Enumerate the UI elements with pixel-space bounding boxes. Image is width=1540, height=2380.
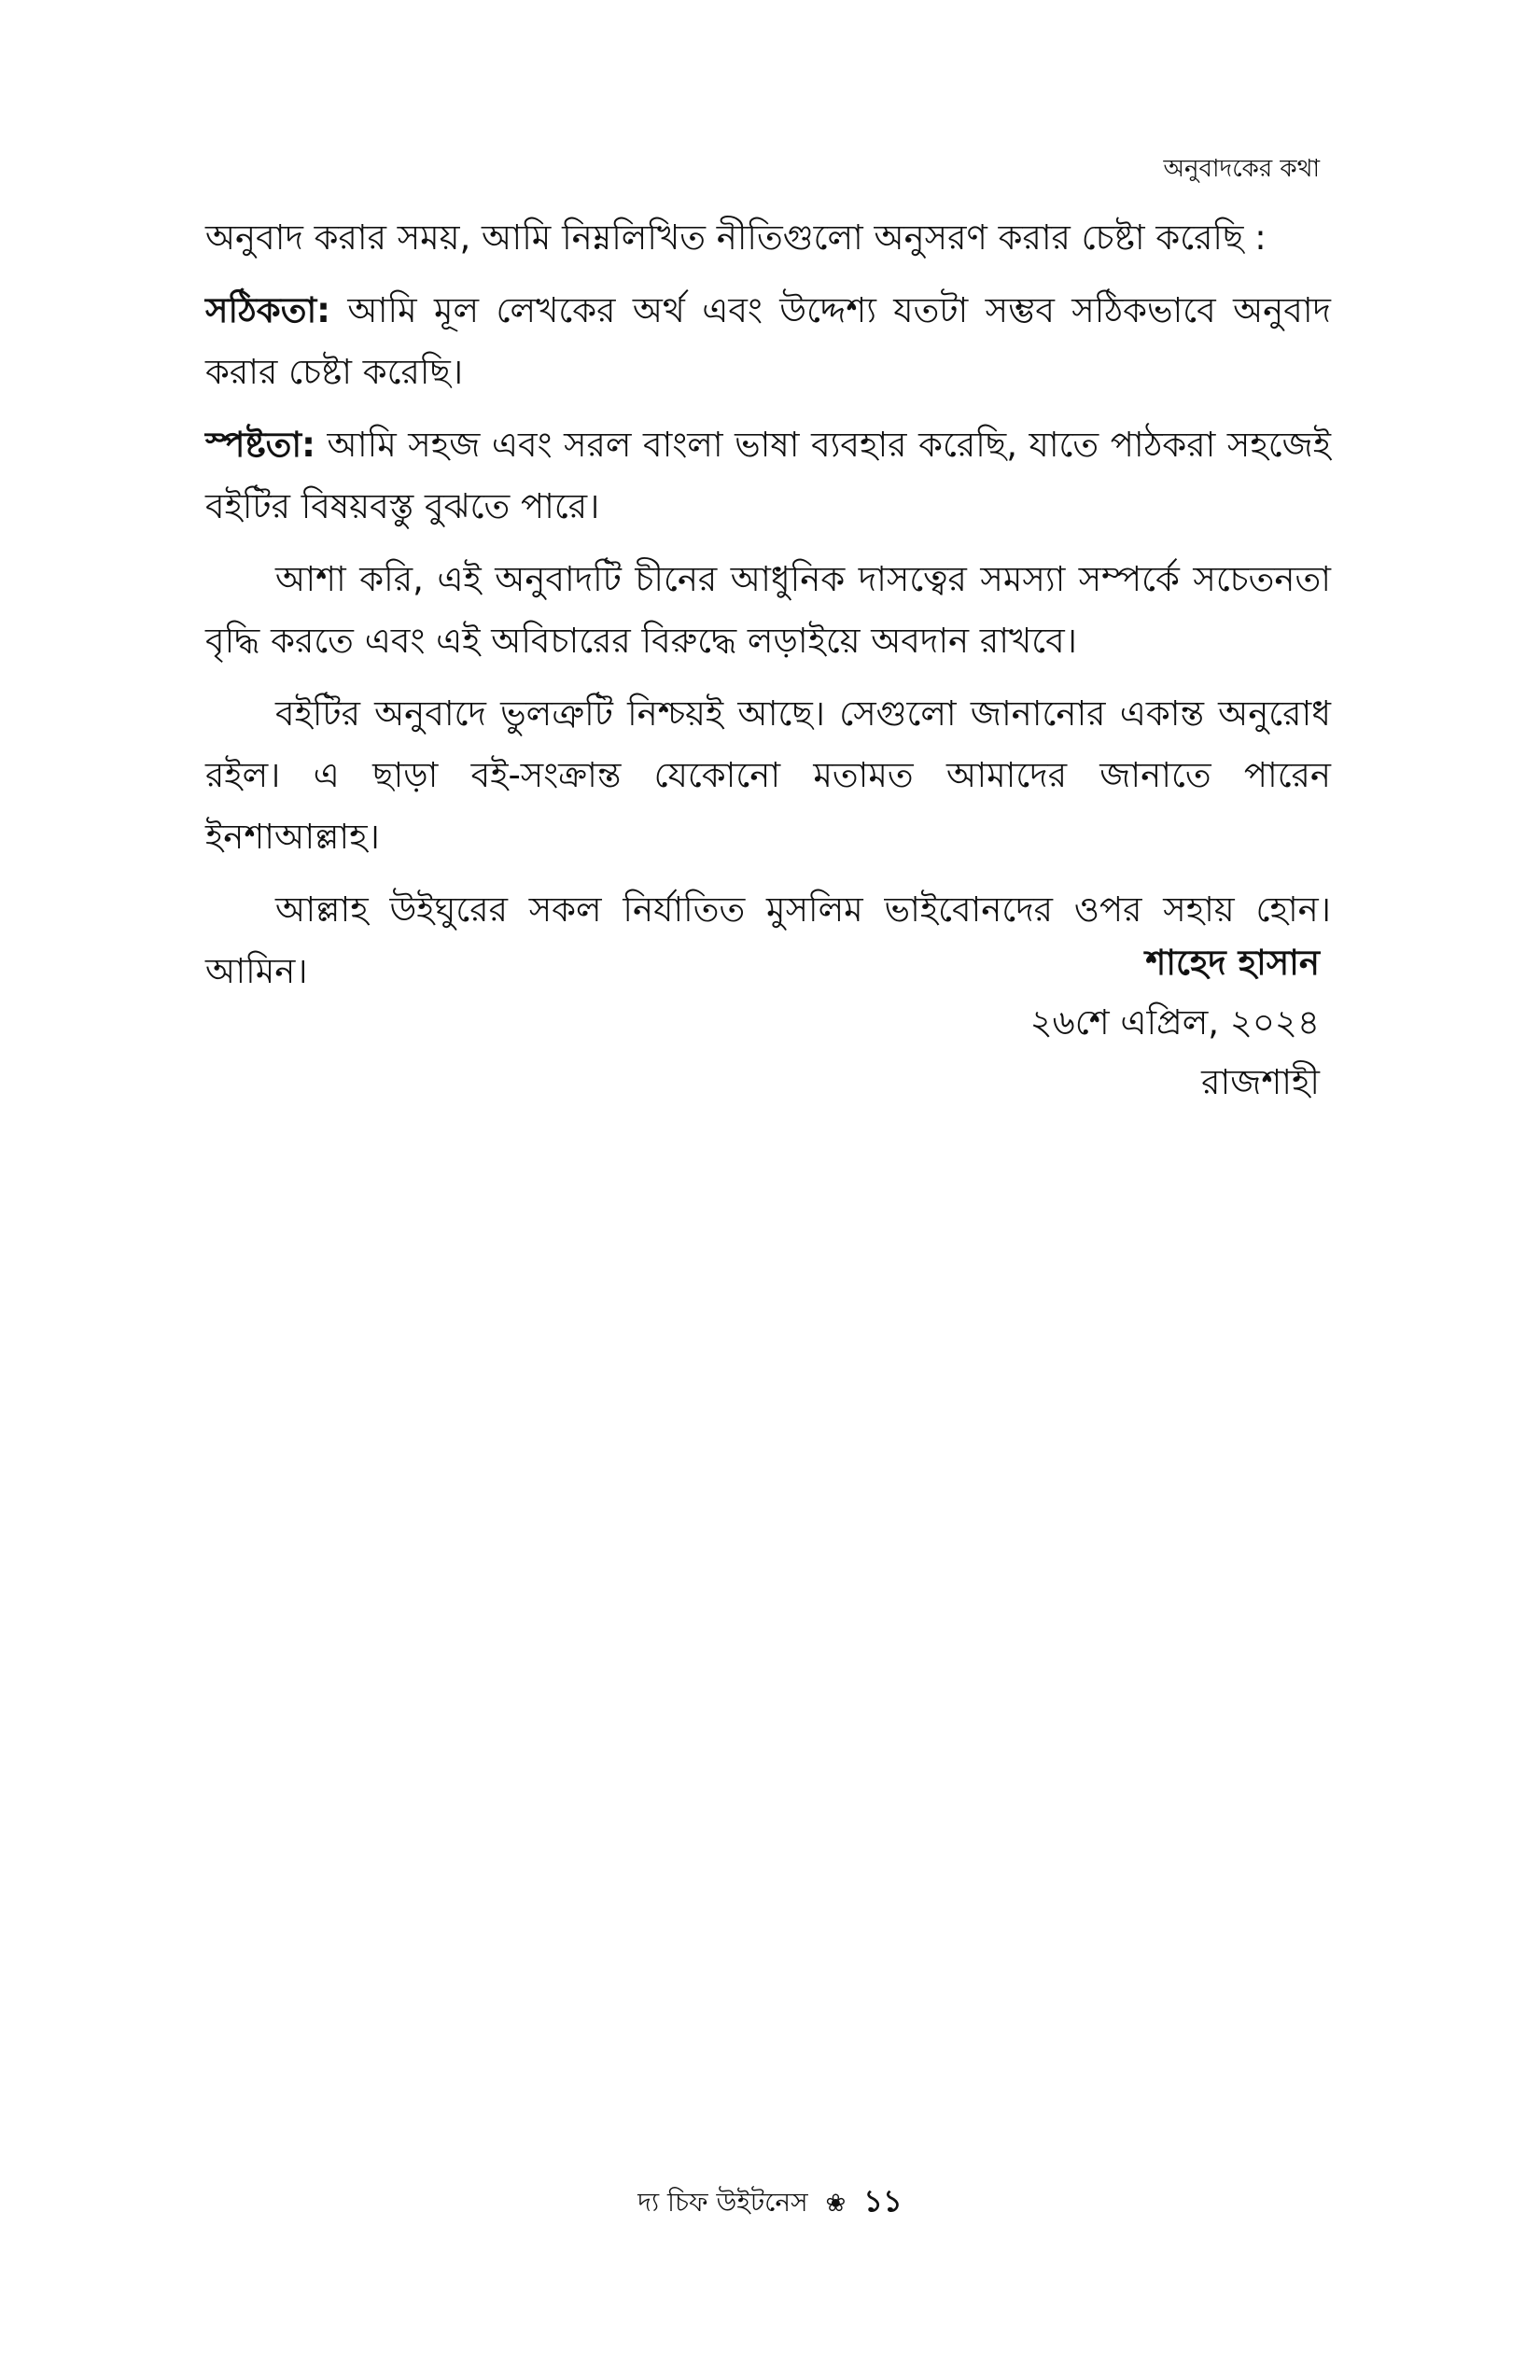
main-text <box>205 207 1331 1014</box>
footer-book-title: দ্য চিফ উইটনেস <box>637 2187 808 2218</box>
hope-paragraph: আশা করি, এই অনুবাদটি চীনের আধুনিক দাসত্বের সমস্যা সম্পর্কে সচেতনতা বৃদ্ধি করতে এবং এই অবিচারের বিরুদ্ধে লড়াইয়ে অবদান রাখবে। <box>205 559 1331 661</box>
principle-accuracy <box>205 280 1331 403</box>
signature-place: রাজশাহী <box>1201 1062 1320 1102</box>
signature-date: ২৬শে এপ্রিল, ২০২৪ <box>1029 1002 1320 1043</box>
intro-paragraph: অনুবাদ করার সময়, আমি নিম্নলিখিত নীতিগুলো অনুসরণ করার চেষ্টা করেছি : <box>205 217 1267 258</box>
translator-name: শাহেদ হাসান <box>1145 943 1320 983</box>
principle-text: আমি মূল লেখকের অর্থ এবং উদ্দেশ্য যতটা সম্ভব সঠিকভাবে অনুবাদ করার চেষ্টা করেছি। <box>205 290 1331 392</box>
page-footer <box>0 2177 1540 2228</box>
running-header: অনুবাদকের কথা <box>1163 155 1320 183</box>
errors-paragraph: বইটির অনুবাদে ভুলত্রুটি নিশ্চয়ই আছে। সেগুলো জানানোর একান্ত অনুরোধ রইল। এ ছাড়া বই-সংক্রান্ত যেকোনো মতামত আমাদের জানাতে পারেন ইনশাআল্লাহ। <box>205 693 1331 857</box>
principle-term: সঠিকতা: <box>205 290 330 330</box>
page-number: ১১ <box>863 2183 903 2219</box>
principle-term: স্পষ্টতা: <box>205 425 315 465</box>
flower-ornament-icon: ❀ <box>825 2190 847 2218</box>
signature-block <box>1030 933 1320 1113</box>
prayer-paragraph: আল্লাহ উইঘুরের সকল নির্যাতিত মুসলিম ভাইবোনদের ওপর সহায় হোন। আমিন। <box>205 889 1331 991</box>
principle-text: আমি সহজ এবং সরল বাংলা ভাষা ব্যবহার করেছি, যাতে পাঠকরা সহজেই বইটির বিষয়বস্তু বুঝতে পারে। <box>205 425 1331 526</box>
principle-clarity <box>205 414 1331 538</box>
